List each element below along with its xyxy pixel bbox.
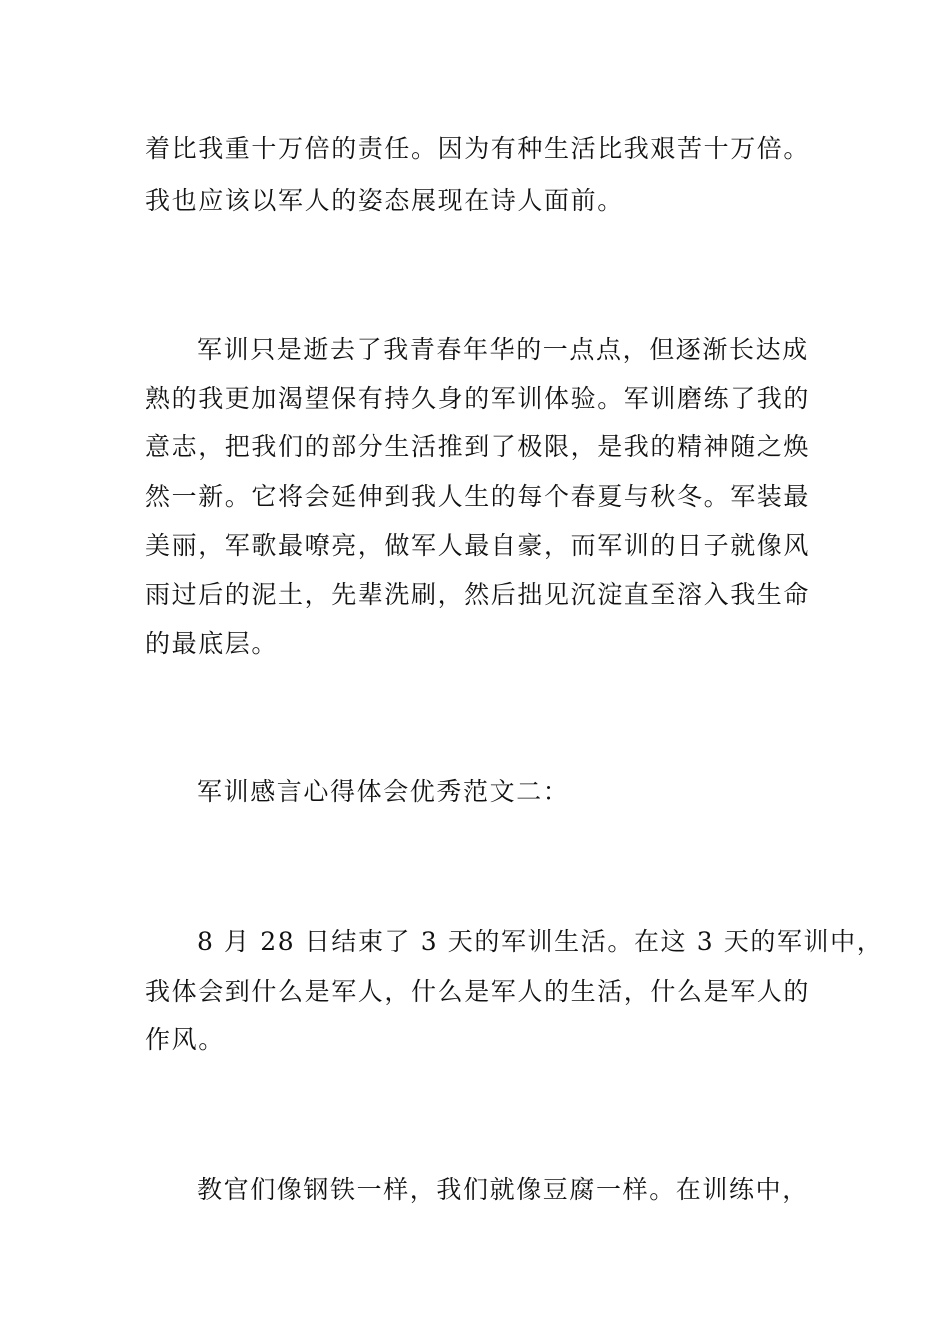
paragraph-line: 军训只是逝去了我青春年华的一点点，但逐渐长达成	[197, 335, 809, 364]
section-heading: 军训感言心得体会优秀范文二：	[197, 777, 570, 806]
paragraph-line: 8 月 28 日结束了 3 天的军训生活。在这 3 天的军训中，	[197, 927, 884, 956]
paragraph-line: 美丽，军歌最嘹亮，做军人最自豪，而军训的日子就像风	[145, 531, 811, 560]
paragraph-line: 然一新。它将会延伸到我人生的每个春夏与秋冬。军装最	[145, 482, 811, 511]
paragraph-line: 作风。	[145, 1025, 225, 1054]
paragraph-line: 雨过后的泥土，先辈洗刷，然后拙见沉淀直至溶入我生命	[145, 580, 811, 609]
paragraph-line: 我也应该以军人的姿态展现在诗人面前。	[145, 186, 624, 215]
paragraph-line: 的最底层。	[145, 629, 279, 658]
paragraph-line: 意志，把我们的部分生活推到了极限，是我的精神随之焕	[145, 432, 811, 461]
paragraph-line: 着比我重十万倍的责任。因为有种生活比我艰苦十万倍。	[145, 134, 811, 163]
paragraph-line: 熟的我更加渴望保有持久身的军训体验。军训磨练了我的	[145, 384, 811, 413]
paragraph-line: 我体会到什么是军人，什么是军人的生活，什么是军人的	[145, 977, 811, 1006]
paragraph-line: 教官们像钢铁一样，我们就像豆腐一样。在训练中，	[197, 1175, 809, 1204]
